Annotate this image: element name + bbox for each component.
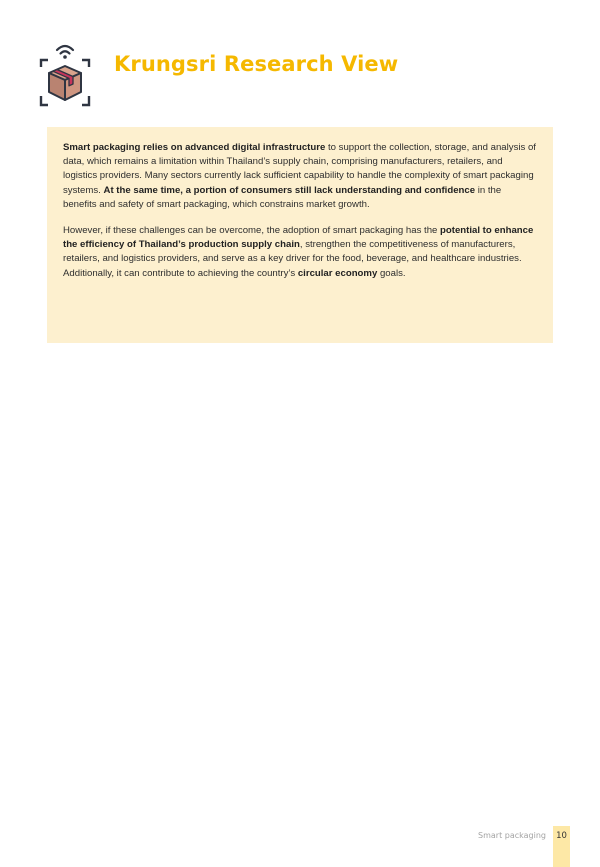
page-number-tab <box>553 826 570 867</box>
text-run: However, if these challenges can be overcome, the adoption of smart packaging has the <box>63 225 441 237</box>
page-number: 10 <box>556 831 567 841</box>
page-header <box>38 40 558 112</box>
text-run: to support the collection, storage, and analysis of data, which remains a limitation within Thailand’s supply chain, comprising manufacturers, retailers, and logistics providers. Many sectors currently lack sufficient capability to handle the complexity of smart packaging systems. <box>63 142 536 196</box>
page-title: Krungsri Research View <box>114 52 399 76</box>
research-view-box <box>47 127 553 343</box>
text-run: in the benefits and safety of smart packaging, which constrains market growth. <box>63 184 502 210</box>
text-run: , strengthen the competitiveness of manufacturers, retailers, and logistics providers, and serve as a key driver for the food, beverage, and healthcare industries. Additionally, it can contribute to achieving the country’s <box>63 239 522 279</box>
bold-text-run: circular economy <box>297 267 378 279</box>
bold-text-run: Smart packaging relies on advanced digital infrastructure <box>63 142 326 153</box>
bold-text-run: potential to enhance the efficiency of Thailand’s production supply chain <box>63 225 534 251</box>
smart-package-wifi-icon <box>38 40 94 108</box>
paragraph-2 <box>63 224 537 281</box>
text-run: goals. <box>377 267 406 279</box>
bold-text-run: At the same time, a portion of consumers still lack understanding and confidence <box>103 184 476 196</box>
paragraph-1 <box>63 141 537 212</box>
footer-section-label: Smart packaging <box>478 831 546 840</box>
